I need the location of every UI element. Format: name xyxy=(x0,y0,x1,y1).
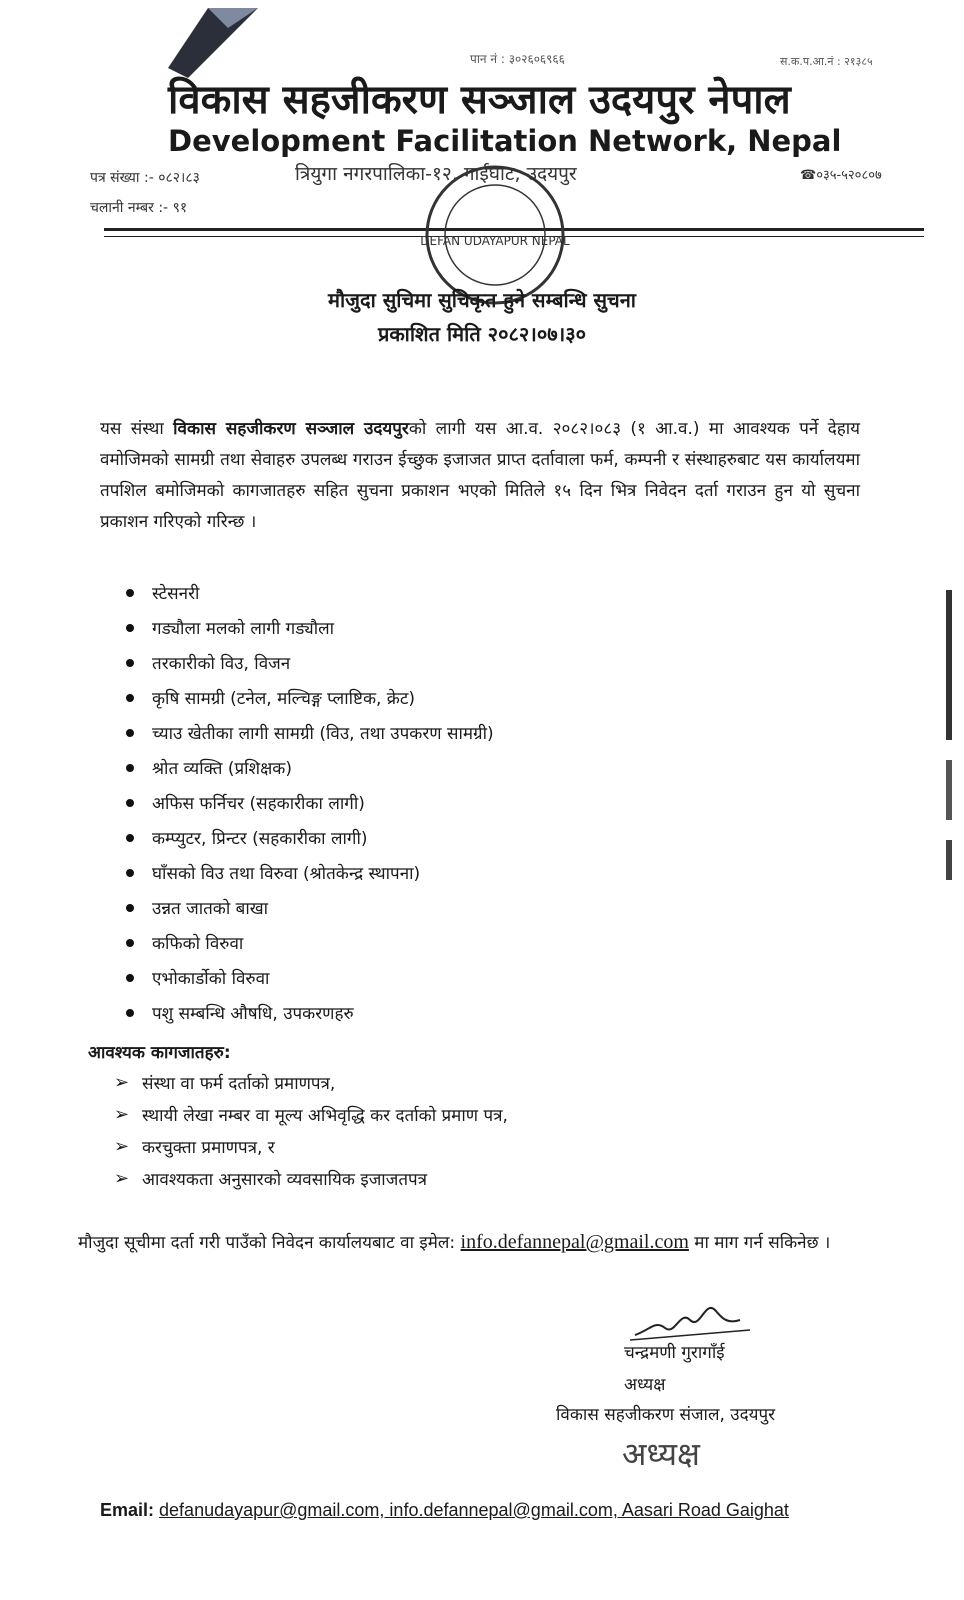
signatory-stamp: अध्यक्ष xyxy=(622,1435,700,1473)
list-item: एभोकार्डोको विरुवा xyxy=(126,960,494,995)
bullet-icon xyxy=(126,694,134,702)
signatory-org: विकास सहजीकरण संजाल, उदयपुर xyxy=(556,1405,776,1425)
list-item: च्याउ खेतीका लागी सामग्री (विउ, तथा उपकरण सामग्री) xyxy=(126,715,494,750)
bullet-icon xyxy=(126,589,134,597)
page-edge-marks xyxy=(944,580,964,1080)
org-name-nepali: विकास सहजीकरण सञ्जाल उदयपुर नेपाल xyxy=(168,76,791,123)
org-name-english: Development Facilitation Network, Nepal xyxy=(168,124,842,158)
list-item: स्टेसनरी xyxy=(126,575,494,610)
document-item: ➢ संस्था वा फर्म दर्ताको प्रमाणपत्र, xyxy=(114,1071,336,1094)
footer-emails[interactable]: defanudayapur@gmail.com, info.defannepal@gmail.com, Aasari Road Gaighat xyxy=(159,1500,789,1520)
bullet-icon xyxy=(126,729,134,737)
published-date: प्रकाशित मिति २०८२।०७।३० xyxy=(377,322,587,346)
list-item: उन्नत जातको बाखा xyxy=(126,890,494,925)
bullet-icon xyxy=(126,904,134,912)
document-item: ➢ करचुक्ता प्रमाणपत्र, र xyxy=(114,1135,275,1158)
bullet-icon xyxy=(126,624,134,632)
documents-heading: आवश्यक कागजातहरु: xyxy=(88,1043,231,1063)
list-item: गड्यौला मलको लागी गड्यौला xyxy=(126,610,494,645)
bullet-icon xyxy=(126,939,134,947)
arrow-icon: ➢ xyxy=(114,1135,130,1157)
documents-list xyxy=(114,1066,508,1194)
stamp-text: DEFAN UDAYAPUR NEPAL xyxy=(420,234,570,248)
list-item: कम्प्युटर, प्रिन्टर (सहकारीका लागी) xyxy=(126,820,494,855)
list-item: तरकारीको विउ, विजन xyxy=(126,645,494,680)
list-item: घाँसको विउ तथा विरुवा (श्रोतकेन्द्र स्थापना) xyxy=(126,855,494,890)
notice-heading: मौजुदा सुचिमा सुचिकृत हुने सम्बन्धि सुचना xyxy=(328,288,636,312)
signatory-name: चन्द्रमणी गुरागाँई xyxy=(624,1343,725,1363)
list-item: श्रोत व्यक्ति (प्रशिक्षक) xyxy=(126,750,494,785)
para-org: विकास सहजीकरण सञ्जाल उदयपुर xyxy=(173,419,409,439)
para-prefix: यस संस्था xyxy=(100,419,174,439)
bullet-icon xyxy=(126,1009,134,1017)
arrow-icon: ➢ xyxy=(114,1103,130,1125)
footer-contact: Email: defanudayapur@gmail.com, info.defannepal@gmail.com, Aasari Road Gaighat xyxy=(100,1500,789,1520)
bullet-icon xyxy=(126,834,134,842)
notice-body xyxy=(100,414,860,538)
list-item: अफिस फर्निचर (सहकारीका लागी) xyxy=(126,785,494,820)
bullet-icon xyxy=(126,869,134,877)
arrow-icon: ➢ xyxy=(114,1071,130,1093)
arrow-icon: ➢ xyxy=(114,1167,130,1189)
bullet-icon xyxy=(126,659,134,667)
pan-number: पान नं : ३०२६०६९६६ xyxy=(470,52,565,66)
dispatch-number: चलानी नम्बर :- ९१ xyxy=(90,200,188,216)
para-rest: को लागी यस आ.व. २०८२।०८३ (१ आ.व.) मा आवश्यक पर्ने देहाय वमोजिमको सामग्री तथा सेवाहरु उपलब्ध गराउन ईच्छुक इजाजत प्राप्त दर्तावाला फर्म, कम्पनी र संस्थाहरुबाट यस कार्यालयमा तपशिल बमोजिमको कागजातहरु सहित सुचना प्रकाशन भएको मितिले १५ दिन भित्र निवेदन दर्ता गराउन हुन यो सुचना प्रकाशन गरिएको गरिन्छ । xyxy=(100,419,861,532)
list-item: कृषि सामग्री (टनेल, मल्चिङ्ग प्लाष्टिक, क्रेट) xyxy=(126,680,494,715)
registration-number: स.क.प.आ.नं : २१३८५ xyxy=(780,55,873,68)
org-address: त्रियुगा नगरपालिका-१२, गाईघाट, उदयपुर xyxy=(295,163,577,185)
items-list xyxy=(126,575,494,1030)
list-item: कफिको विरुवा xyxy=(126,925,494,960)
signatory-title: अध्यक्ष xyxy=(624,1375,666,1395)
signature-scribble xyxy=(630,1290,750,1345)
org-phone: ☎०३५-५२०८०७ xyxy=(800,168,882,183)
email-link[interactable]: info.defannepal@gmail.com xyxy=(460,1231,689,1253)
bullet-icon xyxy=(126,974,134,982)
list-item: पशु सम्बन्धि औषधि, उपकरणहरु xyxy=(126,995,494,1030)
bullet-icon xyxy=(126,799,134,807)
document-item: ➢ आवश्यकता अनुसारको व्यवसायिक इजाजतपत्र xyxy=(114,1167,428,1190)
closing-text: मौजुदा सूचीमा दर्ता गरी पाउँको निवेदन कार्यालयबाट वा इमेल: info.defannepal@gmail.com मा माग गर्न सकिनेछ । xyxy=(78,1231,831,1253)
letter-number: पत्र संख्या :- ०८२।८३ xyxy=(90,170,200,186)
bullet-icon xyxy=(126,764,134,772)
document-item: ➢ स्थायी लेखा नम्बर वा मूल्य अभिवृद्धि कर दर्ताको प्रमाण पत्र, xyxy=(114,1103,508,1126)
logo-corner-mark xyxy=(168,8,258,78)
